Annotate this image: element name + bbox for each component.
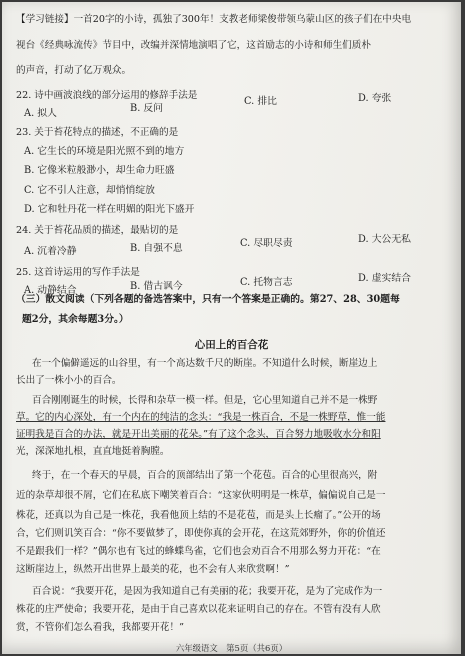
q22-stem: 22. 诗中画波浪线的部分运用的修辞手法是 [16, 90, 198, 101]
section-heading-2: 题2分，其余每题3分。） [22, 314, 129, 325]
q22-option-d: D. 夸张 [358, 93, 392, 104]
q25-option-b: B. 借古讽今 [130, 281, 183, 292]
passage-line: 在一个偏僻遥远的山谷里，有一个高达数千尺的断崖。不知道什么时候，断崖边上 [32, 358, 378, 369]
q25-option-a: A. 动静结合 [24, 285, 77, 296]
intro-line-2: 视台《经典咏流传》节目中，改编并深情地演唱了它，这首励志的小诗和师生们质朴 [16, 40, 371, 51]
q22-option-a: A. 拟人 [24, 108, 57, 119]
q23-stem [16, 124, 178, 138]
passage-line: 近的杂草却很不屑，它们在私底下嘲笑着百合：“这家伙明明是一株草，偏偏说自己是一 [16, 490, 386, 501]
passage-line: 赏，不管你们怎么看我，我都要开花！” [16, 622, 184, 633]
intro-text-1: 一首20字的小诗，孤独了300年！支教老师梁俊带领乌蒙山区的孩子们在中央电 [73, 14, 412, 25]
q25-stem: 25. 这首诗运用的写作手法是 [16, 267, 140, 278]
q25-option-d: D. 虚实结合 [358, 273, 411, 284]
q24-option-d: D. 大公无私 [358, 234, 411, 245]
q24-option-a: A. 沉着冷静 [24, 246, 77, 257]
passage-line-underlined: 证明我是百合的办法，就是开出美丽的花朵。”有了这个念头，百合努力地吸收水分和阳 [16, 429, 381, 440]
q24-stem: 24. 关于苔花品质的描述，最贴切的是 [16, 225, 179, 236]
q22-option-b: B. 反问 [130, 103, 164, 114]
intro-line-1 [16, 14, 451, 26]
q23-option-c: C. 它不引人注意，却悄悄绽放 [24, 185, 155, 196]
passage-line: 不是跟我们一样？”偶尔也有飞过的蜂蝶鸟雀，它们也会劝百合不用那么努力开花：“在 [16, 546, 381, 557]
passage-title: 心田上的百合花 [194, 339, 269, 351]
passage-line: 这断崖边上，纵然开出世界上最美的花，也不会有人来欣赏啊！” [16, 564, 290, 575]
passage-line: 光，深深地扎根，直直地挺着胸膛。 [16, 446, 170, 457]
q23-option-a: A. 它生长的环境是阳光照不到的地方 [24, 146, 185, 157]
q24-option-b: B. 自强不息 [130, 243, 183, 254]
intro-label: 【学习链接】 [16, 14, 74, 25]
q25-option-c: C. 托物言志 [240, 277, 293, 288]
passage-line: 百合说：“我要开花，是因为我知道自己有美丽的花；我要开花，是为了完成作为一 [32, 586, 383, 597]
passage-line: 长出了一株小小的百合。 [16, 375, 122, 386]
exam-page [2, 2, 461, 654]
q23-option-d: D. 它和牡丹花一样在明媚的阳光下盛开 [24, 204, 195, 215]
passage-line-underlined: 草。它的内心深处，有一个内在的纯洁的念头：“我是一株百合，不是一株野草，惟一能 [16, 412, 386, 423]
passage-line: 终于，在一个春天的早晨，百合的顶部结出了第一个花苞。百合的心里很高兴，附 [32, 470, 378, 481]
passage-line: 株花的庄严使命；我要开花，是由于自己喜欢以花来证明自己的存在。不管有没有人欣 [16, 604, 381, 615]
q23-stem-text: 23. 关于苔花特点的描述，不正确的是 [16, 127, 179, 138]
page-footer: 六年级语文 第5页（共6页） [175, 643, 288, 653]
section-heading-1: （三）散文阅读（下列各题的备选答案中，只有一个答案是正确的。第27、28、30题每 [16, 294, 400, 305]
q24-option-c: C. 尽职尽责 [240, 238, 293, 249]
passage-line: 合，它们则讥笑百合：“你不要做梦了，即使你真的会开花，在这荒郊野外，你的价值还 [16, 528, 386, 539]
q22-option-c: C. 排比 [244, 96, 277, 107]
intro-line-3: 的声音，打动了亿万观众。 [16, 65, 132, 76]
q23-option-b: B. 它像米粒般渺小，却生命力旺盛 [24, 165, 175, 176]
passage-line: 百合刚刚诞生的时候，长得和杂草一模一样。但是，它心里知道自己并不是一株野 [32, 395, 378, 406]
passage-line: 株花，还真以为自己是一株花，我看他顶上结的不是花苞，而是头上长瘤了。”公开的场 [16, 510, 381, 521]
